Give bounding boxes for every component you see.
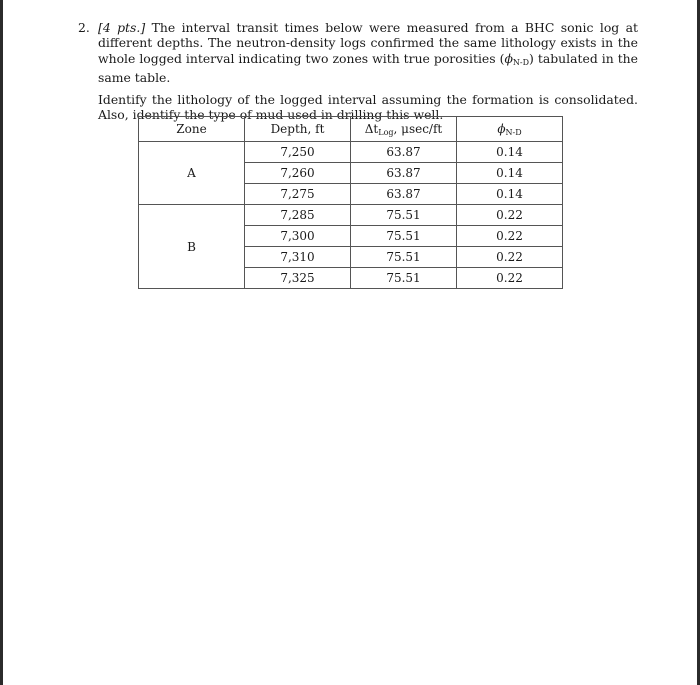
zone-b-cell: B xyxy=(139,205,245,289)
delta-t-unit: , μsec/ft xyxy=(393,121,443,136)
header-depth: Depth, ft xyxy=(245,117,351,142)
paragraph-1-text-a: The interval transit times below were measured from a BHC sonic log at different depths. The neutron-density logs confirmed the same lithology exists in the whole logged interval indicating two zones with true porosities ( xyxy=(98,20,638,66)
points-label: [4 pts.] xyxy=(98,20,146,35)
phi-symbol: ϕ xyxy=(504,50,513,66)
header-row xyxy=(139,117,563,142)
question-number: 2. xyxy=(78,20,90,35)
porosity-cell: 0.14 xyxy=(457,142,563,163)
transit-time-cell: 75.51 xyxy=(351,268,457,289)
left-page-border xyxy=(0,0,3,685)
porosity-cell: 0.22 xyxy=(457,226,563,247)
depth-cell: 7,260 xyxy=(245,163,351,184)
transit-time-cell: 63.87 xyxy=(351,142,457,163)
data-table xyxy=(138,116,563,289)
phi-header-subscript: N-D xyxy=(505,127,522,137)
depth-cell: 7,285 xyxy=(245,205,351,226)
paragraph-1-text-b: ) tabulated in the same table. xyxy=(98,50,638,85)
zone-a-cell: A xyxy=(139,142,245,205)
question-block xyxy=(78,20,638,129)
table-row xyxy=(139,205,563,226)
delta-t-subscript: Log xyxy=(378,127,394,137)
table-row xyxy=(139,142,563,163)
transit-time-cell: 75.51 xyxy=(351,247,457,268)
depth-cell: 7,250 xyxy=(245,142,351,163)
transit-time-cell: 75.51 xyxy=(351,226,457,247)
porosity-cell: 0.22 xyxy=(457,247,563,268)
depth-cell: 7,325 xyxy=(245,268,351,289)
header-transit-time xyxy=(351,117,457,142)
transit-time-cell: 63.87 xyxy=(351,184,457,205)
question-paragraph-1 xyxy=(98,20,638,85)
question-paragraph-2: Identify the lithology of the logged interval assuming the formation is consolidated. Also, identify the type of mud used in drilling this well. xyxy=(98,92,638,123)
porosity-cell: 0.22 xyxy=(457,268,563,289)
header-porosity xyxy=(457,117,563,142)
depth-cell: 7,275 xyxy=(245,184,351,205)
delta-t-symbol: Δt xyxy=(364,121,379,136)
porosity-cell: 0.14 xyxy=(457,184,563,205)
question-body xyxy=(98,20,638,123)
transit-time-cell: 75.51 xyxy=(351,205,457,226)
depth-cell: 7,310 xyxy=(245,247,351,268)
transit-time-cell: 63.87 xyxy=(351,163,457,184)
depth-cell: 7,300 xyxy=(245,226,351,247)
porosity-cell: 0.14 xyxy=(457,163,563,184)
header-zone: Zone xyxy=(139,117,245,142)
phi-header-symbol: ϕ xyxy=(497,121,506,136)
phi-subscript: N-D xyxy=(512,57,530,67)
porosity-cell: 0.22 xyxy=(457,205,563,226)
